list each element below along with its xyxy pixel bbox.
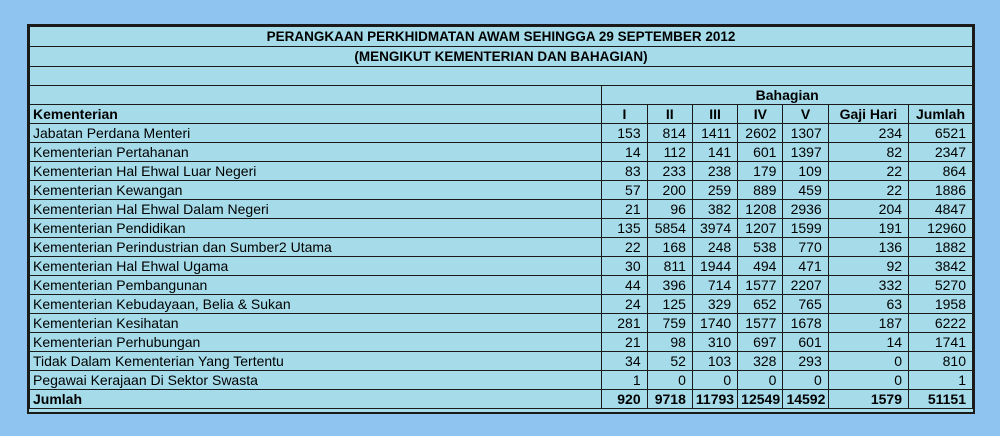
table-row	[30, 276, 973, 295]
table-cell: 1958	[909, 295, 973, 314]
table-cell: 14	[828, 333, 908, 352]
table-row	[30, 200, 973, 219]
table-cell: 601	[738, 143, 783, 162]
table-row	[30, 181, 973, 200]
table-cell: 1397	[783, 143, 828, 162]
table-cell: 22	[828, 162, 908, 181]
ministry-name: Kementerian Hal Ehwal Luar Negeri	[30, 162, 602, 181]
table-cell: 204	[828, 200, 908, 219]
table-cell: 1	[602, 371, 647, 390]
table-cell: 494	[738, 257, 783, 276]
table-cell: 0	[783, 371, 828, 390]
table-cell: 2602	[738, 124, 783, 143]
table-subtitle: (MENGIKUT KEMENTERIAN DAN BAHAGIAN)	[30, 47, 973, 67]
table-cell: 2936	[783, 200, 828, 219]
ministry-name: Kementerian Hal Ehwal Ugama	[30, 257, 602, 276]
table-cell: 4847	[909, 200, 973, 219]
table-cell: 233	[647, 162, 692, 181]
table-cell: 6521	[909, 124, 973, 143]
total-cell: 12549	[738, 390, 783, 409]
table-cell: 310	[692, 333, 737, 352]
table-cell: 6222	[909, 314, 973, 333]
table-cell: 135	[602, 219, 647, 238]
table-cell: 459	[783, 181, 828, 200]
table-cell: 14	[602, 143, 647, 162]
row-header-kementerian: Kementerian	[30, 105, 602, 124]
table-cell: 889	[738, 181, 783, 200]
table-cell: 112	[647, 143, 692, 162]
table-cell: 22	[602, 238, 647, 257]
table-cell: 1577	[738, 314, 783, 333]
table-cell: 248	[692, 238, 737, 257]
total-row	[30, 390, 973, 409]
ministry-name: Kementerian Perhubungan	[30, 333, 602, 352]
table-cell: 652	[738, 295, 783, 314]
table-cell: 234	[828, 124, 908, 143]
table-cell: 24	[602, 295, 647, 314]
table-cell: 2207	[783, 276, 828, 295]
table-cell: 810	[909, 352, 973, 371]
statistics-table-panel	[27, 24, 975, 414]
column-header: Gaji Hari	[828, 105, 908, 124]
table-row	[30, 162, 973, 181]
table-row	[30, 219, 973, 238]
column-header: II	[647, 105, 692, 124]
table-cell: 0	[738, 371, 783, 390]
table-cell: 82	[828, 143, 908, 162]
ministry-name: Pegawai Kerajaan Di Sektor Swasta	[30, 371, 602, 390]
table-row	[30, 295, 973, 314]
table-row	[30, 143, 973, 162]
total-cell: 1579	[828, 390, 908, 409]
table-cell: 1599	[783, 219, 828, 238]
table-cell: 34	[602, 352, 647, 371]
table-cell: 601	[783, 333, 828, 352]
column-header: V	[783, 105, 828, 124]
table-cell: 0	[647, 371, 692, 390]
table-cell: 396	[647, 276, 692, 295]
table-cell: 44	[602, 276, 647, 295]
ministry-name: Jabatan Perdana Menteri	[30, 124, 602, 143]
table-cell: 1886	[909, 181, 973, 200]
column-header: I	[602, 105, 647, 124]
table-cell: 57	[602, 181, 647, 200]
table-cell: 153	[602, 124, 647, 143]
ministry-name: Kementerian Hal Ehwal Dalam Negeri	[30, 200, 602, 219]
table-cell: 30	[602, 257, 647, 276]
table-cell: 21	[602, 200, 647, 219]
ministry-name: Kementerian Kebudayaan, Belia & Sukan	[30, 295, 602, 314]
table-cell: 329	[692, 295, 737, 314]
table-row	[30, 238, 973, 257]
table-cell: 187	[828, 314, 908, 333]
table-cell: 538	[738, 238, 783, 257]
table-title: PERANGKAAN PERKHIDMATAN AWAM SEHINGGA 29 SEPTEMBER 2012	[30, 27, 973, 47]
table-cell: 83	[602, 162, 647, 181]
column-header: III	[692, 105, 737, 124]
table-cell: 328	[738, 352, 783, 371]
table-cell: 811	[647, 257, 692, 276]
statistics-table	[29, 26, 973, 409]
total-cell: 14592	[783, 390, 828, 409]
table-row	[30, 333, 973, 352]
total-cell: 11793	[692, 390, 737, 409]
table-cell: 1740	[692, 314, 737, 333]
table-cell: 382	[692, 200, 737, 219]
table-cell: 759	[647, 314, 692, 333]
table-cell: 96	[647, 200, 692, 219]
table-cell: 5854	[647, 219, 692, 238]
table-cell: 471	[783, 257, 828, 276]
total-cell: 9718	[647, 390, 692, 409]
table-cell: 765	[783, 295, 828, 314]
table-cell: 0	[692, 371, 737, 390]
table-cell: 136	[828, 238, 908, 257]
table-row	[30, 352, 973, 371]
table-cell: 3974	[692, 219, 737, 238]
table-cell: 200	[647, 181, 692, 200]
table-cell: 714	[692, 276, 737, 295]
table-cell: 1411	[692, 124, 737, 143]
table-cell: 697	[738, 333, 783, 352]
table-cell: 1944	[692, 257, 737, 276]
table-row	[30, 314, 973, 333]
table-cell: 22	[828, 181, 908, 200]
table-cell: 332	[828, 276, 908, 295]
table-cell: 1741	[909, 333, 973, 352]
table-cell: 0	[828, 371, 908, 390]
table-cell: 1882	[909, 238, 973, 257]
table-cell: 1678	[783, 314, 828, 333]
header-spacer	[30, 86, 602, 105]
table-row	[30, 124, 973, 143]
table-cell: 864	[909, 162, 973, 181]
table-cell: 179	[738, 162, 783, 181]
ministry-name: Kementerian Kewangan	[30, 181, 602, 200]
table-cell: 1207	[738, 219, 783, 238]
table-cell: 168	[647, 238, 692, 257]
ministry-name: Kementerian Pertahanan	[30, 143, 602, 162]
table-cell: 109	[783, 162, 828, 181]
ministry-name: Kementerian Pendidikan	[30, 219, 602, 238]
column-header: IV	[738, 105, 783, 124]
ministry-name: Kementerian Pembangunan	[30, 276, 602, 295]
table-cell: 1	[909, 371, 973, 390]
table-cell: 293	[783, 352, 828, 371]
table-cell: 2347	[909, 143, 973, 162]
table-cell: 141	[692, 143, 737, 162]
table-cell: 1208	[738, 200, 783, 219]
table-row	[30, 371, 973, 390]
table-cell: 92	[828, 257, 908, 276]
table-cell: 259	[692, 181, 737, 200]
table-cell: 52	[647, 352, 692, 371]
ministry-name: Kementerian Perindustrian dan Sumber2 Utama	[30, 238, 602, 257]
table-cell: 98	[647, 333, 692, 352]
table-cell: 63	[828, 295, 908, 314]
table-cell: 238	[692, 162, 737, 181]
table-cell: 770	[783, 238, 828, 257]
ministry-name: Tidak Dalam Kementerian Yang Tertentu	[30, 352, 602, 371]
table-cell: 12960	[909, 219, 973, 238]
group-header-bahagian: Bahagian	[602, 86, 973, 105]
table-cell: 1577	[738, 276, 783, 295]
table-cell: 191	[828, 219, 908, 238]
table-cell: 125	[647, 295, 692, 314]
total-label: Jumlah	[30, 390, 602, 409]
total-cell: 51151	[909, 390, 973, 409]
table-cell: 5270	[909, 276, 973, 295]
table-cell: 103	[692, 352, 737, 371]
table-cell: 1307	[783, 124, 828, 143]
table-cell: 814	[647, 124, 692, 143]
table-cell: 3842	[909, 257, 973, 276]
column-header: Jumlah	[909, 105, 973, 124]
table-cell: 0	[828, 352, 908, 371]
ministry-name: Kementerian Kesihatan	[30, 314, 602, 333]
total-cell: 920	[602, 390, 647, 409]
table-row	[30, 257, 973, 276]
table-cell: 21	[602, 333, 647, 352]
blank-row	[30, 67, 973, 86]
table-cell: 281	[602, 314, 647, 333]
